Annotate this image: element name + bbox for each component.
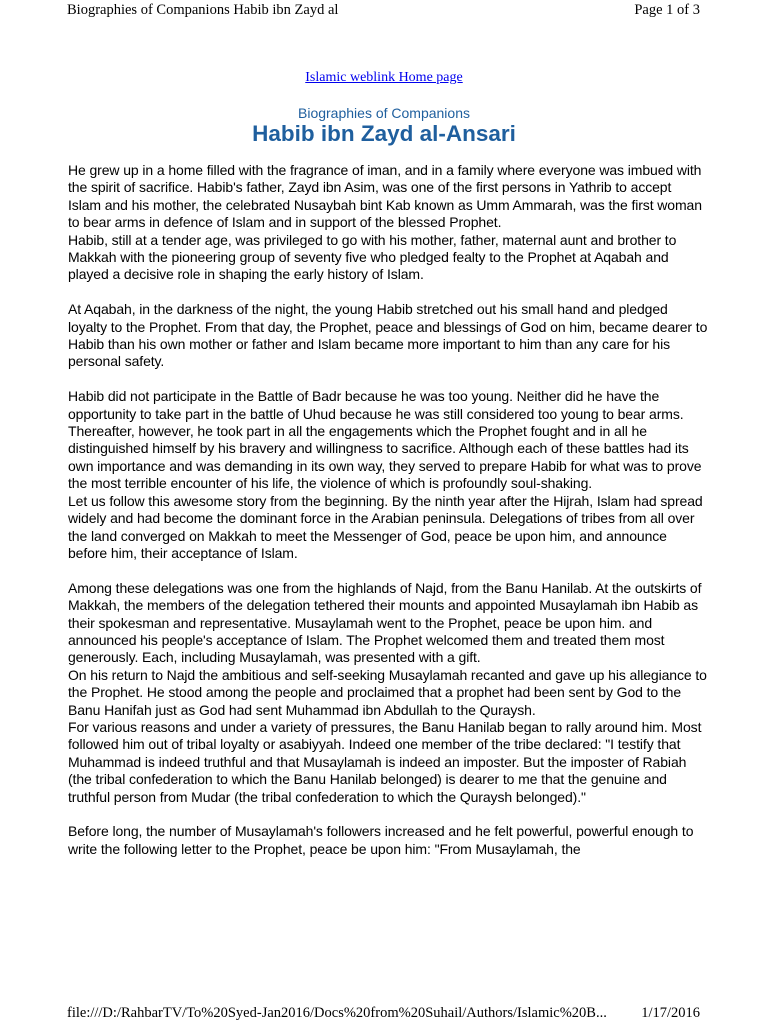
paragraph: Among these delegations was one from the highlands of Najd, from the Banu Hanilab. At the outskirts of Makkah, the members of the delegation tethered their mounts and appointed Musaylamah ibn Habib as their spokesman and representative. Musaylamah went to the Prophet, peace be upon him. and announced his people's acceptance of Islam. The Prophet welcomed them and treated them most generously. Each, including Musaylamah, was presented with a gift. bbox=[68, 579, 702, 666]
paragraph-gap bbox=[68, 284, 708, 301]
print-header bbox=[67, 0, 700, 22]
paragraph-gap bbox=[68, 371, 708, 388]
paragraph: Let us follow this awesome story from the beginning. By the ninth year after the Hijrah, Islam had spread widely and had become the dominant force in the Arabian peninsula. Delegations of tribes from all over the land converged on Makkah to meet the Messenger of God, peace be upon him, and announce before him, their acceptance of Islam. bbox=[68, 492, 703, 561]
page-title: Habib ibn Zayd al-Ansari bbox=[252, 121, 516, 146]
header-page-number: Page 1 of 3 bbox=[634, 2, 700, 18]
paragraph: On his return to Najd the ambitious and self-seeking Musaylamah recanted and gave up his allegiance to the Prophet. He stood among the people and proclaimed that a prophet had been sent by God to the Banu Hanifah just as God had sent Muhammad ibn Abdullah to the Quraysh. bbox=[68, 666, 707, 718]
footer-file-path: file:///D:/RahbarTV/To%20Syed-Jan2016/Docs%20from%20Suhail/Authors/Islamic%20B... bbox=[67, 1005, 607, 1021]
islamic-weblink-home-link[interactable]: Islamic weblink Home page bbox=[305, 70, 463, 85]
paragraph-gap bbox=[68, 806, 708, 823]
header-document-title: Biographies of Companions Habib ibn Zayd al bbox=[67, 2, 339, 18]
print-footer bbox=[67, 1003, 700, 1023]
paragraph: He grew up in a home filled with the fragrance of iman, and in a family where everyone was imbued with the spirit of sacrifice. Habib's father, Zayd ibn Asim, was one of the first persons in Yathrib to accept Islam and his mother, the celebrated Nusaybah bint Kab known as Umm Ammarah, was the first woman to bear arms in defence of Islam and in support of the blessed Prophet. bbox=[68, 162, 702, 231]
paragraph: Habib, still at a tender age, was privileged to go with his mother, father, maternal aunt and brother to Makkah with the pioneering group of seventy five who pledged fealty to the Prophet at Aqabah and played a decisive role in shaping the early history of Islam. bbox=[68, 231, 677, 283]
paragraph: For various reasons and under a variety of pressures, the Banu Hanilab began to rally around him. Most followed him out of tribal loyalty or asabiyyah. Indeed one member of the tribe declared: "I testify that Muhammad is indeed truthful and that Musaylamah is indeed an imposter. But the imposter of Rabiah (the tribal confederation to which the Banu Hanilab belonged) is dearer to me that the genuine and truthful person from Mudar (the tribal confederation to which the Quraysh belonged)." bbox=[68, 718, 702, 805]
home-link-container bbox=[0, 69, 768, 87]
page-subtitle: Biographies of Companions bbox=[298, 105, 470, 121]
paragraph: Before long, the number of Musaylamah's followers increased and he felt powerful, powerful enough to write the following letter to the Prophet, peace be upon him: "From Musaylamah, the bbox=[68, 823, 694, 857]
paragraph-gap bbox=[68, 562, 708, 579]
paragraph: Habib did not participate in the Battle of Badr because he was too young. Neither did he have the opportunity to take part in the battle of Uhud because he was still considered too young to bear arms. Thereafter, however, he took part in all the engagements which the Prophet fought and in all he distinguished himself by his bravery and willingness to sacrifice. Although each of these battles had its own importance and was demanding in its own way, they served to prepare Habib for what was to prove the most terrible encounter of his life, the violence of which is profoundly soul-shaking. bbox=[68, 388, 702, 492]
paragraph: At Aqabah, in the darkness of the night, the young Habib stretched out his small hand and pledged loyalty to the Prophet. From that day, the Prophet, peace and blessings of God on him, became dearer to Habib than his own mother or father and Islam became more important to him than any care for his personal safety. bbox=[68, 301, 708, 370]
footer-date: 1/17/2016 bbox=[641, 1005, 700, 1021]
article-body bbox=[68, 162, 708, 858]
